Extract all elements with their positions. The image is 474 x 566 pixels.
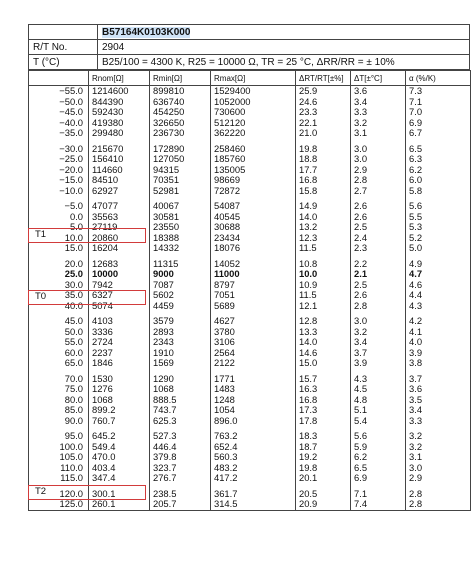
table-cell: 52981	[150, 186, 211, 197]
table-cell: 1214600	[89, 86, 150, 97]
table-cell: 20.1	[296, 473, 351, 484]
table-cell: 236730	[150, 128, 211, 139]
col-header-tolerance: ΔRT/RT[±%]	[296, 71, 351, 86]
table-cell: 3.2	[351, 118, 406, 129]
temperature-cell: −10.0	[29, 186, 89, 197]
table-cell: 19.2	[296, 452, 351, 463]
table-cell: 18076	[211, 243, 296, 254]
table-cell: 18.8	[296, 154, 351, 165]
table-cell: 347.4	[89, 473, 150, 484]
table-cell: 23434	[211, 233, 296, 244]
table-cell: 3.7	[351, 348, 406, 359]
table-cell: 888.5	[150, 395, 211, 406]
table-cell: 6.9	[351, 473, 406, 484]
table-cell: 27119	[89, 222, 150, 233]
table-cell: 6.3	[406, 154, 471, 165]
table-cell: 299480	[89, 128, 150, 139]
table-cell: 2343	[150, 337, 211, 348]
temperature-cell: 10.0	[29, 233, 89, 244]
table-cell: 30688	[211, 222, 296, 233]
temperature-cell: 60.0	[29, 348, 89, 359]
table-cell: 1910	[150, 348, 211, 359]
table-cell: 1068	[150, 384, 211, 395]
table-cell: 899810	[150, 86, 211, 97]
table-cell: 7051	[211, 290, 296, 301]
temperature-cell: 40.0	[29, 301, 89, 312]
table-cell: 5602	[150, 290, 211, 301]
table-cell: 760.7	[89, 416, 150, 427]
table-cell: 1054	[211, 405, 296, 416]
table-cell: 5.2	[406, 233, 471, 244]
table-cell: 560.3	[211, 452, 296, 463]
table-cell: 5.4	[351, 416, 406, 427]
table-cell: 70351	[150, 175, 211, 186]
table-cell: 156410	[89, 154, 150, 165]
table-cell: 5.1	[351, 405, 406, 416]
table-cell: 3.2	[406, 442, 471, 453]
table-cell: 3.1	[406, 452, 471, 463]
t0-label: T0	[35, 291, 47, 302]
table-cell: 17.3	[296, 405, 351, 416]
table-cell: 2.6	[351, 201, 406, 212]
temperature-cell: 115.0	[29, 473, 89, 484]
table-cell: 3.4	[406, 405, 471, 416]
table-cell: 3.9	[351, 358, 406, 369]
temperature-cell: 75.0	[29, 384, 89, 395]
table-cell: 6.7	[406, 128, 471, 139]
table-cell: 4627	[211, 316, 296, 327]
temperature-cell: 15.0	[29, 243, 89, 254]
table-cell: 763.2	[211, 431, 296, 442]
table-cell: 2.2	[351, 259, 406, 270]
table-cell: 18.3	[296, 431, 351, 442]
temperature-cell: −55.0	[29, 86, 89, 97]
table-cell: 12.1	[296, 301, 351, 312]
table-cell: 6.2	[406, 165, 471, 176]
table-cell: 5689	[211, 301, 296, 312]
table-cell: 10.9	[296, 280, 351, 291]
table-cell: 3.2	[406, 431, 471, 442]
table-cell: 5.5	[406, 212, 471, 223]
table-cell: 276.7	[150, 473, 211, 484]
table-cell: 18388	[150, 233, 211, 244]
temperature-cell: 120.0	[29, 489, 89, 500]
table-cell: 172890	[150, 144, 211, 155]
table-cell: 3.7	[406, 374, 471, 385]
table-cell: 23.3	[296, 107, 351, 118]
table-cell: 844390	[89, 97, 150, 108]
col-header-rmax: Rmax[Ω]	[211, 71, 296, 86]
table-cell: 72872	[211, 186, 296, 197]
table-cell: 323.7	[150, 463, 211, 474]
temperature-cell: 55.0	[29, 337, 89, 348]
temperature-cell: 25.0	[29, 269, 89, 280]
table-cell: 2564	[211, 348, 296, 359]
table-cell: 2.5	[351, 280, 406, 291]
t1-label: T1	[35, 229, 47, 240]
table-cell: 2.6	[351, 290, 406, 301]
table-cell: 11.5	[296, 290, 351, 301]
table-row	[29, 452, 471, 463]
table-cell: 512120	[211, 118, 296, 129]
table-cell: 14.9	[296, 201, 351, 212]
table-cell: 2.9	[406, 473, 471, 484]
table-cell: 1569	[150, 358, 211, 369]
t2-label: T2	[35, 486, 47, 497]
table-cell: 7.1	[406, 97, 471, 108]
table-cell: 15.0	[296, 358, 351, 369]
table-cell: 17.8	[296, 416, 351, 427]
table-row	[29, 201, 471, 212]
col-header-temp	[29, 71, 89, 86]
header-table	[28, 24, 470, 70]
table-row	[29, 416, 471, 427]
table-cell: 1530	[89, 374, 150, 385]
table-cell: 2.8	[406, 489, 471, 500]
table-cell: 94315	[150, 165, 211, 176]
table-cell: 5.3	[406, 222, 471, 233]
table-row	[29, 86, 471, 97]
table-cell: 4.6	[406, 280, 471, 291]
temperature-cell: −40.0	[29, 118, 89, 129]
table-cell: 16204	[89, 243, 150, 254]
table-cell: 2893	[150, 327, 211, 338]
temperature-cell: −15.0	[29, 175, 89, 186]
table-cell: 7.0	[406, 107, 471, 118]
table-cell: 12683	[89, 259, 150, 270]
table-cell: 314.5	[211, 499, 296, 510]
table-cell: 899.2	[89, 405, 150, 416]
table-cell: 454250	[150, 107, 211, 118]
temperature-cell: 80.0	[29, 395, 89, 406]
table-cell: 3.0	[351, 154, 406, 165]
temperature-cell: 5.0	[29, 222, 89, 233]
part-number: B57164K0103K000	[102, 26, 191, 38]
table-cell: 362220	[211, 128, 296, 139]
table-cell: 4.5	[351, 384, 406, 395]
table-cell: 1248	[211, 395, 296, 406]
table-cell: 3.1	[351, 128, 406, 139]
table-cell: 403.4	[89, 463, 150, 474]
table-cell: 2.4	[351, 233, 406, 244]
table-cell: 30581	[150, 212, 211, 223]
table-row	[29, 384, 471, 395]
table-cell: 3336	[89, 327, 150, 338]
table-cell: 2.8	[351, 301, 406, 312]
rt-label: R/T No.	[29, 40, 98, 55]
table-cell: 3.6	[406, 384, 471, 395]
temperature-cell: 30.0	[29, 280, 89, 291]
table-cell: 3.0	[351, 316, 406, 327]
table-cell: 16.3	[296, 384, 351, 395]
table-cell: 2.9	[351, 165, 406, 176]
table-cell: 6.5	[406, 144, 471, 155]
table-cell: 2.8	[406, 499, 471, 510]
table-cell: 6.2	[351, 452, 406, 463]
table-cell: 446.4	[150, 442, 211, 453]
table-cell: 205.7	[150, 499, 211, 510]
table-row	[29, 316, 471, 327]
table-cell: 4459	[150, 301, 211, 312]
table-cell: 10000	[89, 269, 150, 280]
table-cell: 549.4	[89, 442, 150, 453]
table-cell: 1068	[89, 395, 150, 406]
temperature-cell: 90.0	[29, 416, 89, 427]
temperature-cell: 65.0	[29, 358, 89, 369]
table-cell: 14332	[150, 243, 211, 254]
table-cell: 13.2	[296, 222, 351, 233]
table-cell: 2.1	[351, 269, 406, 280]
temperature-cell: −50.0	[29, 97, 89, 108]
temperature-cell: −20.0	[29, 165, 89, 176]
table-cell: 10.0	[296, 269, 351, 280]
table-cell: 16.8	[296, 395, 351, 406]
table-cell: 3.4	[351, 337, 406, 348]
table-cell: 625.3	[150, 416, 211, 427]
table-cell: 361.7	[211, 489, 296, 500]
table-cell: 135005	[211, 165, 296, 176]
temperature-cell: −30.0	[29, 144, 89, 155]
temperature-cell: −25.0	[29, 154, 89, 165]
table-cell: 127050	[150, 154, 211, 165]
table-cell: 2.7	[351, 186, 406, 197]
col-header-alpha: α (%/K)	[406, 71, 471, 86]
rt-value: 2904	[98, 40, 470, 55]
table-cell: 12.8	[296, 316, 351, 327]
temp-label: T (°C)	[29, 55, 98, 70]
table-cell: 1771	[211, 374, 296, 385]
col-header-rnom: Rnom[Ω]	[89, 71, 150, 86]
table-cell: 13.3	[296, 327, 351, 338]
table-cell: 84510	[89, 175, 150, 186]
temperature-cell: 95.0	[29, 431, 89, 442]
table-cell: 4.7	[406, 269, 471, 280]
table-row	[29, 431, 471, 442]
table-cell: 5074	[89, 301, 150, 312]
table-cell: 300.1	[89, 489, 150, 500]
table-cell: 6327	[89, 290, 150, 301]
table-cell: 14.6	[296, 348, 351, 359]
col-header-rmin: Rmin[Ω]	[150, 71, 211, 86]
temperature-cell: 50.0	[29, 327, 89, 338]
table-cell: 8797	[211, 280, 296, 291]
temperature-cell: 70.0	[29, 374, 89, 385]
table-cell: 20.9	[296, 499, 351, 510]
table-cell: 6.5	[351, 463, 406, 474]
table-cell: 592430	[89, 107, 150, 118]
table-cell: 20860	[89, 233, 150, 244]
table-cell: 185760	[211, 154, 296, 165]
table-cell: 3.8	[406, 358, 471, 369]
table-cell: 2.6	[351, 212, 406, 223]
table-cell: 4103	[89, 316, 150, 327]
table-cell: 5.6	[406, 201, 471, 212]
table-cell: 5.8	[406, 186, 471, 197]
table-cell: 7087	[150, 280, 211, 291]
table-cell: 7.3	[406, 86, 471, 97]
col-header-delta-t: ΔT[±°C]	[351, 71, 406, 86]
table-row	[29, 175, 471, 186]
table-row	[29, 128, 471, 139]
table-cell: 636740	[150, 97, 211, 108]
temperature-cell: 110.0	[29, 463, 89, 474]
table-cell: 4.9	[406, 259, 471, 270]
table-row	[29, 337, 471, 348]
table-cell: 16.8	[296, 175, 351, 186]
table-cell: 25.9	[296, 86, 351, 97]
table-cell: 7942	[89, 280, 150, 291]
table-cell: 10.8	[296, 259, 351, 270]
table-cell: 215670	[89, 144, 150, 155]
table-cell: 2.3	[351, 243, 406, 254]
table-cell: 1529400	[211, 86, 296, 97]
table-cell: 20.5	[296, 489, 351, 500]
temperature-cell: 45.0	[29, 316, 89, 327]
table-cell: 9000	[150, 269, 211, 280]
table-row	[29, 154, 471, 165]
table-cell: 3.5	[406, 395, 471, 406]
table-cell: 417.2	[211, 473, 296, 484]
temperature-cell: −45.0	[29, 107, 89, 118]
temperature-cell: 0.0	[29, 212, 89, 223]
table-cell: 4.4	[406, 290, 471, 301]
table-cell: 527.3	[150, 431, 211, 442]
table-cell: 7.1	[351, 489, 406, 500]
table-cell: 4.3	[406, 301, 471, 312]
table-row	[29, 473, 471, 484]
table-cell: 645.2	[89, 431, 150, 442]
table-cell: 4.1	[406, 327, 471, 338]
table-cell: 35563	[89, 212, 150, 223]
table-cell: 7.4	[351, 499, 406, 510]
table-cell: 6.0	[406, 175, 471, 186]
temperature-cell: 125.0	[29, 499, 89, 510]
table-cell: 896.0	[211, 416, 296, 427]
table-cell: 730600	[211, 107, 296, 118]
table-cell: 3.4	[351, 97, 406, 108]
table-row	[29, 186, 471, 197]
table-cell: 1290	[150, 374, 211, 385]
table-cell: 3.3	[351, 107, 406, 118]
table-cell: 1276	[89, 384, 150, 395]
table-cell: 6.9	[406, 118, 471, 129]
table-cell: 11315	[150, 259, 211, 270]
temperature-cell: 85.0	[29, 405, 89, 416]
table-cell: 19.8	[296, 463, 351, 474]
table-cell: 40545	[211, 212, 296, 223]
table-row	[29, 107, 471, 118]
table-cell: 47077	[89, 201, 150, 212]
table-cell: 5.9	[351, 442, 406, 453]
temperature-cell: −5.0	[29, 201, 89, 212]
table-cell: 470.0	[89, 452, 150, 463]
table-cell: 54087	[211, 201, 296, 212]
table-cell: 1846	[89, 358, 150, 369]
table-cell: 14.0	[296, 212, 351, 223]
table-cell: 743.7	[150, 405, 211, 416]
table-row	[29, 499, 471, 510]
table-cell: 40067	[150, 201, 211, 212]
table-cell: 1483	[211, 384, 296, 395]
column-header-row	[29, 71, 471, 86]
part-number-cell	[98, 25, 470, 40]
temperature-cell: 20.0	[29, 259, 89, 270]
table-cell: 4.0	[406, 337, 471, 348]
table-cell: 2122	[211, 358, 296, 369]
table-cell: 3.0	[406, 463, 471, 474]
temperature-cell: −35.0	[29, 128, 89, 139]
table-cell: 1052000	[211, 97, 296, 108]
table-cell: 21.0	[296, 128, 351, 139]
table-cell: 258460	[211, 144, 296, 155]
table-cell: 3.6	[351, 86, 406, 97]
spec-line: B25/100 = 4300 K, R25 = 10000 Ω, TR = 25 °C, ΔRR/RR = ± 10%	[98, 55, 470, 70]
table-cell: 3106	[211, 337, 296, 348]
table-cell: 4.2	[406, 316, 471, 327]
table-cell: 114660	[89, 165, 150, 176]
temperature-cell: 35.0	[29, 290, 89, 301]
table-cell: 23550	[150, 222, 211, 233]
table-cell: 2.8	[351, 175, 406, 186]
table-cell: 483.2	[211, 463, 296, 474]
table-cell: 4.3	[351, 374, 406, 385]
table-cell: 2237	[89, 348, 150, 359]
table-cell: 3.2	[351, 327, 406, 338]
table-cell: 3579	[150, 316, 211, 327]
table-cell: 326650	[150, 118, 211, 129]
table-cell: 12.3	[296, 233, 351, 244]
table-cell: 11000	[211, 269, 296, 280]
table-cell: 3.9	[406, 348, 471, 359]
table-cell: 5.6	[351, 431, 406, 442]
table-cell: 260.1	[89, 499, 150, 510]
table-cell: 4.8	[351, 395, 406, 406]
table-cell: 14052	[211, 259, 296, 270]
table-cell: 62927	[89, 186, 150, 197]
table-cell: 98669	[211, 175, 296, 186]
table-cell: 652.4	[211, 442, 296, 453]
table-cell: 379.8	[150, 452, 211, 463]
table-row	[29, 243, 471, 254]
table-row	[29, 405, 471, 416]
table-cell: 2724	[89, 337, 150, 348]
table-cell: 3.0	[351, 144, 406, 155]
table-cell: 19.8	[296, 144, 351, 155]
table-cell: 15.8	[296, 186, 351, 197]
table-cell: 5.0	[406, 243, 471, 254]
table-row	[29, 269, 471, 280]
temperature-cell: 100.0	[29, 442, 89, 453]
table-cell: 419380	[89, 118, 150, 129]
temperature-cell: 105.0	[29, 452, 89, 463]
table-cell: 3780	[211, 327, 296, 338]
table-cell: 11.5	[296, 243, 351, 254]
table-cell: 2.5	[351, 222, 406, 233]
table-cell: 14.0	[296, 337, 351, 348]
table-cell: 17.7	[296, 165, 351, 176]
table-cell: 18.7	[296, 442, 351, 453]
table-cell: 24.6	[296, 97, 351, 108]
table-cell: 3.3	[406, 416, 471, 427]
table-row	[29, 358, 471, 369]
header-corner	[29, 25, 98, 40]
table-cell: 238.5	[150, 489, 211, 500]
table-cell: 15.7	[296, 374, 351, 385]
table-cell: 22.1	[296, 118, 351, 129]
